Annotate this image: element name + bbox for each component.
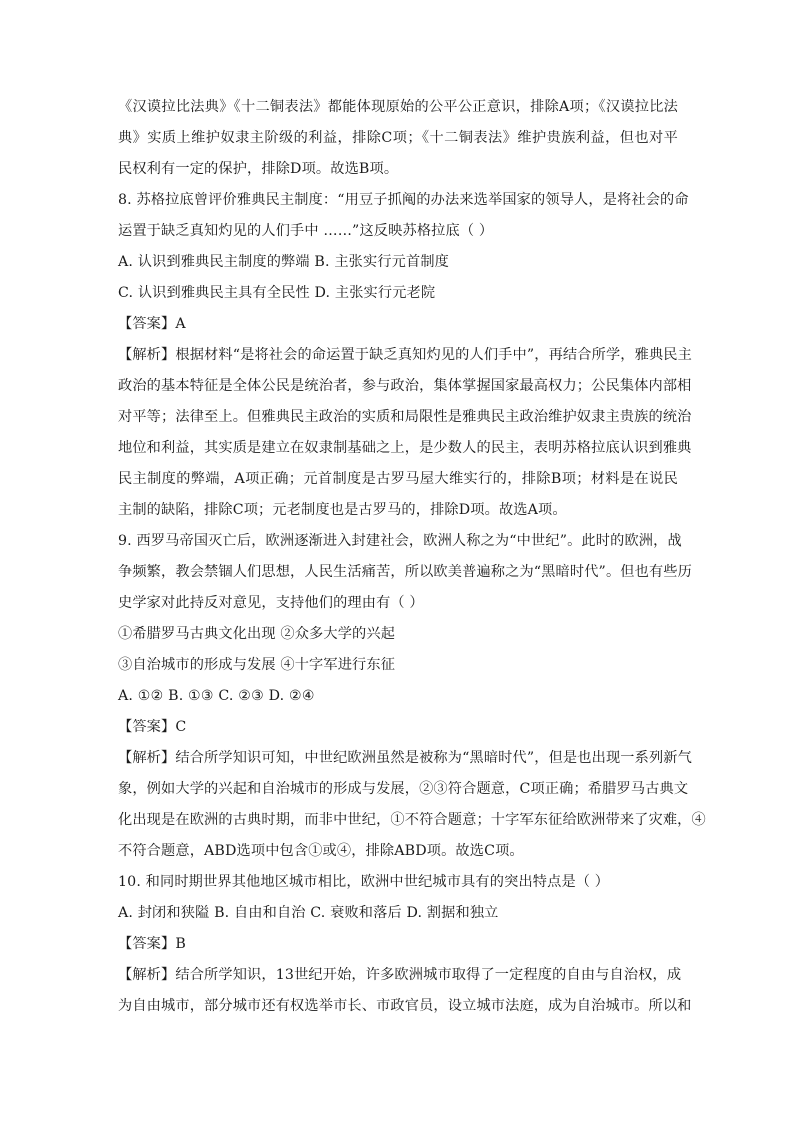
analysis-line: 化出现是在欧洲的古典时期，而非中世纪，①不符合题意；十字军东征给欧洲带来了灾难，④ bbox=[118, 812, 706, 828]
question-9-items: ③自治城市的形成与发展 ④十字军进行东征 bbox=[118, 657, 396, 673]
question-8-stem: 运置于缺乏真知灼见的人们手中 ……”这反映苏格拉底（ ） bbox=[118, 223, 494, 239]
answer-label: 【答案】A bbox=[118, 316, 186, 332]
analysis-line: 【解析】根据材料“是将社会的命运置于缺乏真知灼见的人们手中”，再结合所学，雅典民主 bbox=[118, 347, 692, 363]
analysis-line: 象，例如大学的兴起和自治城市的形成与发展，②③符合题意，C项正确；希腊罗马古典文 bbox=[118, 781, 689, 797]
analysis-line: 政治的基本特征是全体公民是统治者，参与政治，集体掌握国家最高权力；公民集体内部相 bbox=[118, 378, 692, 394]
analysis-line: 【解析】结合所学知识，13世纪开始，许多欧洲城市取得了一定程度的自由与自治权，成 bbox=[118, 967, 682, 983]
question-10-options: A. 封闭和狭隘 B. 自由和自治 C. 衰败和落后 D. 割据和独立 bbox=[118, 905, 499, 921]
answer-label: 【答案】C bbox=[118, 719, 187, 735]
analysis-line: 民主制度的弊端，A项正确；元首制度是古罗马屋大维实行的，排除B项；材料是在说民 bbox=[118, 471, 678, 487]
question-9-stem: 史学家对此持反对意见，支持他们的理由有（ ） bbox=[118, 595, 424, 611]
question-9-options: A. ①② B. ①③ C. ②③ D. ②④ bbox=[118, 688, 315, 704]
analysis-line: 对平等；法律至上。但雅典民主政治的实质和局限性是雅典民主政治维护奴隶主贵族的统治 bbox=[118, 409, 692, 425]
analysis-line: 不符合题意，ABD选项中包含①或④，排除ABD项。故选C项。 bbox=[118, 843, 524, 859]
text-line: 民权利有一定的保护，排除D项。故选B项。 bbox=[118, 161, 399, 177]
text-line: 典》实质上维护奴隶主阶级的利益，排除C项；《十二铜表法》维护贵族利益，但也对平 bbox=[118, 130, 678, 146]
question-9-stem: 争频繁，教会禁锢人们思想，人民生活痛苦，所以欧美普遍称之为“黑暗时代”。但也有些历 bbox=[118, 564, 692, 580]
answer-label: 【答案】B bbox=[118, 936, 186, 952]
question-8-stem: 8. 苏格拉底曾评价雅典民主制度：“用豆子抓阄的办法来选举国家的领导人，是将社会的命 bbox=[118, 192, 689, 208]
question-8-options: C. 认识到雅典民主具有全民性 D. 主张实行元老院 bbox=[118, 285, 436, 301]
question-10-stem: 10. 和同时期世界其他地区城市相比，欧洲中世纪城市具有的突出特点是（ ） bbox=[118, 874, 610, 890]
analysis-line: 地位和利益，其实质是建立在奴隶制基础之上，是少数人的民主，表明苏格拉底认识到雅典 bbox=[118, 440, 692, 456]
question-9-items: ①希腊罗马古典文化出现 ②众多大学的兴起 bbox=[118, 626, 396, 642]
analysis-line: 主制的缺陷，排除C项；元老制度也是古罗马的，排除D项。故选A项。 bbox=[118, 502, 567, 518]
question-8-options: A. 认识到雅典民主制度的弊端 B. 主张实行元首制度 bbox=[118, 254, 450, 270]
text-line: 《汉谟拉比法典》《十二铜表法》都能体现原始的公平公正意识，排除A项；《汉谟拉比法 bbox=[118, 99, 678, 115]
question-9-stem: 9. 西罗马帝国灭亡后，欧洲逐渐进入封建社会，欧洲人称之为“中世纪”。此时的欧洲，战 bbox=[118, 533, 682, 549]
analysis-line: 为自由城市，部分城市还有权选举市长、市政官员，设立城市法庭，成为自治城市。所以和 bbox=[118, 998, 692, 1014]
analysis-line: 【解析】结合所学知识可知，中世纪欧洲虽然是被称为“黑暗时代”，但是也出现一系列新气 bbox=[118, 750, 692, 766]
